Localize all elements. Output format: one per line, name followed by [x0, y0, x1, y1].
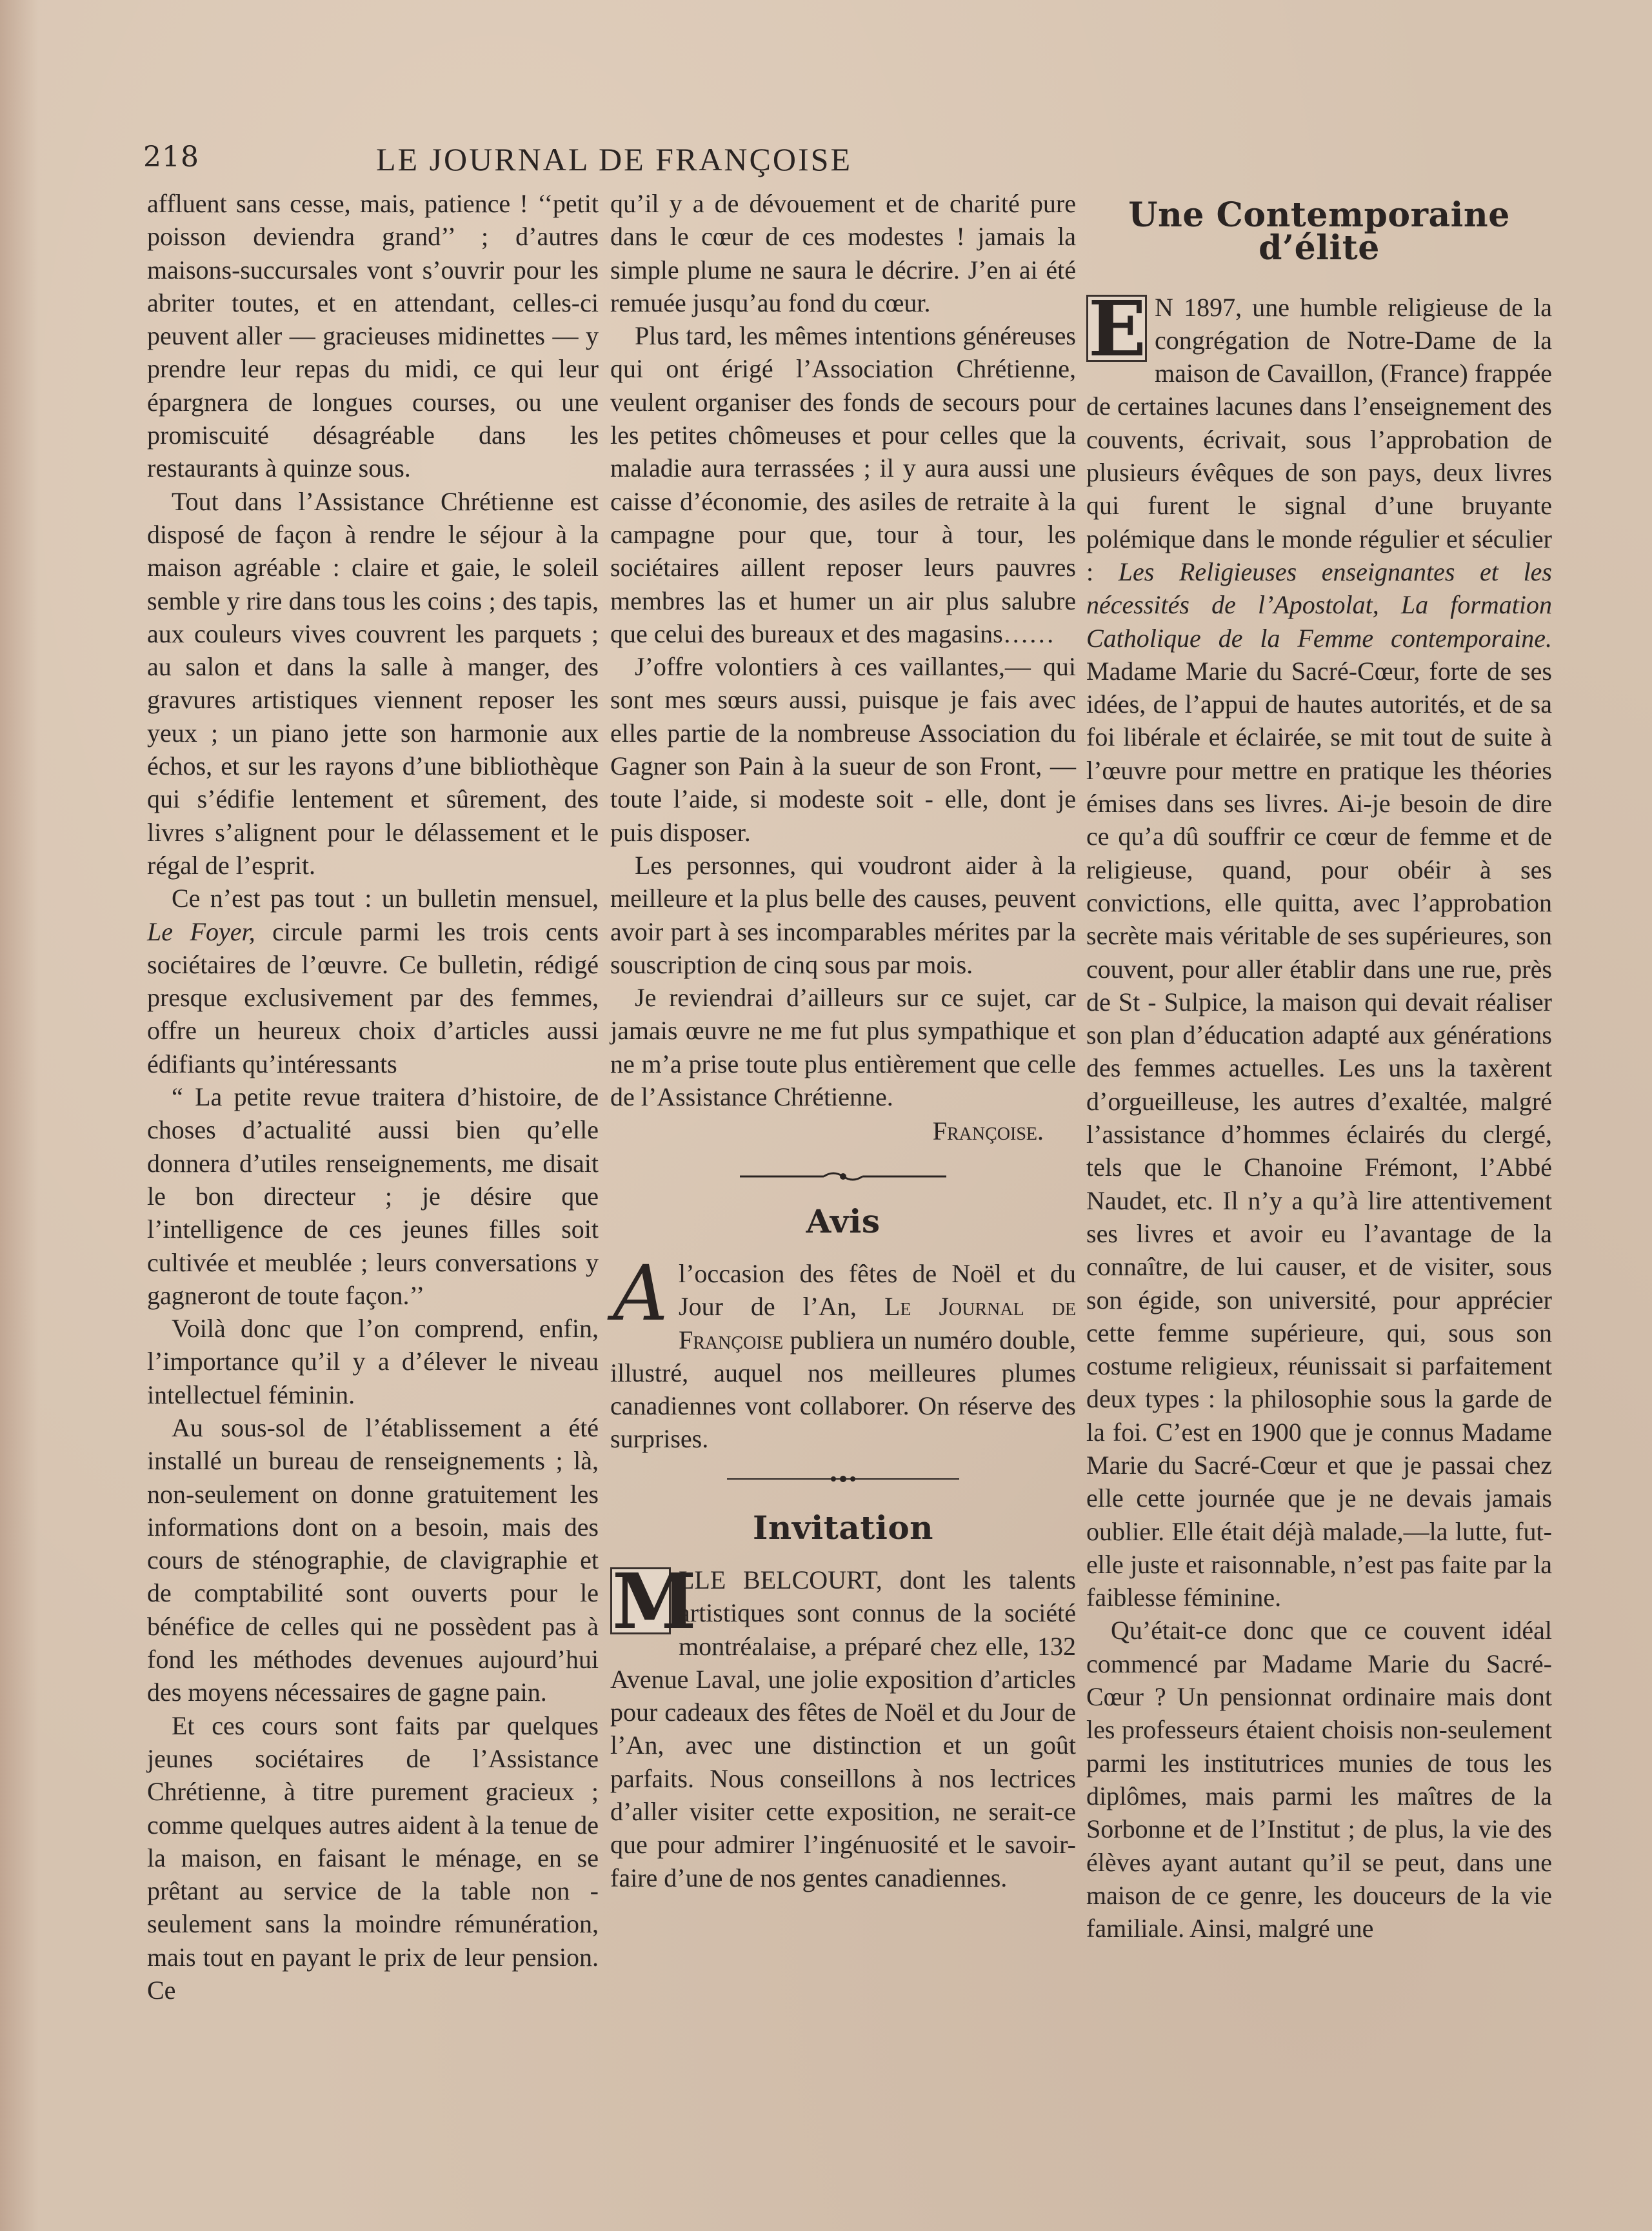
- text-run: LLE BELCOURT, dont les talents artistiques sont connus de la société montréalaise, a préparé chez elle, 132 Avenue Laval, une jolie exposition d’articles pour cadeaux des fêtes de Noël et du Jour de l’An, avec une distinction et un goût parfaits. Nous conseillons à nos lectrices d’aller visiter cette exposition, ne serait-ce que pour admirer l’ingénuosité et le savoir-faire d’une de nos gentes canadiennes.: [610, 1565, 1076, 1892]
- book-titles: Les Religieuses enseignantes et les nécessités de l’Apostolat, La formation Catholique de la Femme contemporaine.: [1086, 557, 1552, 653]
- paragraph: Plus tard, les mêmes intentions généreuses qui ont érigé l’Association Chrétienne, veulent organiser des fonds de secours pour les petites chômeuses et pour celles que la maladie aura terrassées ; il y aura aussi une caisse d’économie, des asiles de retraite à la campagne pour que, tour à tour, les sociétaires aillent reposer leurs pauvres membres las et humer un air plus salubre que celui des bureaux et des magasins……: [610, 321, 1076, 648]
- paragraph: [1086, 283, 1552, 1614]
- bulletin-title: Le Foyer,: [147, 917, 255, 946]
- paragraph: Voilà donc que l’on comprend, enfin, l’importance qu’il y a d’élever le niveau intellectuel féminin.: [147, 1314, 599, 1409]
- paragraph: Tout dans l’Assistance Chrétienne est disposé de façon à rendre le séjour à la maison agréable : claire et gaie, le soleil semble y rire dans tous les coins ; des tapis, aux couleurs vives couvrent les parquets ; au salon et dans la salle à manger, des gravures artistiques viennent reposer les yeux ; un piano jette son harmonie aux échos, et sur les rayons d’une bibliothèque qui s’édifie lentement et sûrement, des livres s’alignent pour le délassement et le régal de l’esprit.: [147, 486, 599, 880]
- avis-paragraph: [610, 1248, 1077, 1456]
- text-run: l’occasion des fêtes de Noël et du Jour de l’An,: [679, 1258, 1076, 1322]
- paragraph: Les personnes, qui voudront aider à la meilleure et la plus belle des causes, peuvent avoir part à ses incomparables mérites par la souscription de cinq sous par mois.: [610, 850, 1076, 979]
- ornament-divider: [721, 1472, 966, 1485]
- journal-name: Le Journal de Françoise: [679, 1292, 1077, 1354]
- text-run: N 1897, une humble religieuse de la congrégation de Notre-Dame de la maison de Cavaillon, (France) frappée de certaines lacunes dans l’enseignement des couvents, écrivait, sous l’approbation de plusieurs évêques de son pays, deux livres qui furent le signal d’une bruyante polémique dans le monde régulier et séculier :: [1086, 292, 1552, 586]
- paragraph: Et ces cours sont faits par quelques jeunes sociétaires de l’Assistance Chrétienne, à titre purement gracieux ; comme quelques autres aident à la tenue de la maison, en faisant le ménage, en se prêtant au service de la table non - seulement sans la moindre rémunération, mais tout en payant le prix de leur pension. Ce: [147, 1710, 599, 2005]
- paragraph: [147, 882, 599, 1080]
- text-run: Ce n’est pas tout : un bulletin mensuel,: [172, 884, 599, 913]
- paragraph: Au sous-sol de l’établissement a été installé un bureau de renseignements ; là, non-seulement on donne gratuitement les informations dont on a besoin, mais des cours de sténographie, de clavigraphie et de comptabilité sont ouverts pour le bénéfice de celles qui ne possèdent pas à fond les méthodes devenues aujourd’hui des moyens nécessaires de gagne pain.: [147, 1413, 599, 1707]
- column-2: [610, 187, 1076, 1894]
- drop-cap: A: [613, 1248, 668, 1338]
- paragraph: qu’il y a de dévouement et de charité pure dans le cœur de ces modestes ! jamais la simple plume ne saura le décrire. J’en ai été remuée jusqu’au fond du cœur.: [610, 189, 1076, 317]
- invitation-title: Invitation: [752, 1508, 934, 1547]
- paragraph: “ La petite revue traitera d’histoire, de choses d’actualité aussi bien qu’elle donnera d’utiles renseignements, me disait le bon directeur ; je désire que l’intelligence de ces jeunes filles soit cultivée et meublée ; leurs conversations y gagneront de toute façon.’’: [147, 1082, 599, 1310]
- paragraph: J’offre volontiers à ces vaillantes,— qui sont mes sœurs aussi, puisque je fais avec elles partie de la nombreuse Association du Gagner son Pain à la sueur de son Front, — toute l’aide, si modeste soit - elle, dont je puis disposer.: [610, 652, 1076, 847]
- signature: Françoise.: [932, 1116, 1044, 1146]
- paragraph: affluent sans cesse, mais, patience ! ‘‘petit poisson deviendra grand’’ ; d’autres maisons-succursales vont s’ouvrir pour les abriter toutes, et en attendant, celles-ci peuvent aller — gracieuses midinettes — y prendre leur repas du midi, ce qui leur épargnera de longues courses, ou une promiscuité désagréable dans les restaurants à quinze sous.: [147, 189, 599, 483]
- invitation-paragraph: [610, 1556, 1076, 1894]
- ornament-divider: [733, 1170, 953, 1183]
- page-number: 218: [143, 141, 199, 174]
- column-3: [1086, 187, 1552, 1945]
- text-run: Madame Marie du Sacré-Cœur, forte de ses idées, de l’appui de hautes autorités, et de sa foi libérale et éclairée, se mit tout de suite à l’œuvre pour mettre en pratique les théories émises dans ses livres. Ai-je besoin de dire ce qu’a dû souffrir ce cœur de femme et de religieuse, quand, pour obéir à ses convictions, elle quitta, avec l’approbation secrète mais véritable de ses supérieures, son couvent, pour aller établir dans une rue, près de St - Sulpice, la maison qui devait réaliser son plan d’éducation adapté aux générations des femmes actuelles. Les uns la taxèrent d’orgueilleuse, les autres d’exaltée, malgré l’assistance d’hommes éclairés du clergé, tels que le Chanoine Frémont, l’Abbé Naudet, etc. Il n’y a qu’à lire attentivement ses livres et avoir eu l’avantage de la connaître, de lui causer, et de visiter, sous son égide, son université, pour apprécier cette femme supérieure, qui, sous son costume religieux, réunissait si parfaitement deux types : la philosophie sous la garde de la foi. C’est en 1900 que je connus Madame Marie du Sacré-Cœur et que je passai chez elle cette journée que je ne devais jamais oublier. Elle était déjà malade,—la lutte, fut-elle juste et raisonnable, n’est pas faite par la faiblesse féminine.: [1086, 656, 1552, 1612]
- article-title: Une Contemporaine d’élite: [1128, 195, 1510, 268]
- text-run: publiera un numéro double, illustré, auquel nos meilleures plumes canadiennes vont collaborer. On réserve des surprises.: [610, 1325, 1076, 1454]
- avis-title: Avis: [806, 1202, 881, 1240]
- text-run: circule parmi les trois cents sociétaires de l’œuvre. Ce bulletin, rédigé presque exclusivement par des femmes, offre un heureux choix d’articles aussi édifiants qu’intéressants: [147, 917, 599, 1078]
- drop-cap: M: [610, 1567, 671, 1634]
- column-1: [147, 187, 599, 2007]
- drop-cap: E: [1086, 295, 1147, 362]
- page-edge-stain: [0, 0, 39, 2231]
- page-header: [143, 141, 1085, 186]
- paragraph: Qu’était-ce donc que ce couvent idéal commencé par Madame Marie du Sacré-Cœur ? Un pensionnat ordinaire mais dont les professeurs étaient choisis non-seulement parmi les institutrices munies de tous les diplômes, mais parmi les maîtres de la Sorbonne et de l’Institut ; de plus, la vie des élèves ayant autant qu’il se peut, dans une maison de ce genre, les douceurs de la vie familiale. Ainsi, malgré une: [1086, 1616, 1552, 1943]
- paragraph: Je reviendrai d’ailleurs sur ce sujet, car jamais œuvre ne me fut plus sympathique et ne m’a prise toute plus entièrement que celle de l’Assistance Chrétienne.: [610, 983, 1076, 1112]
- running-title: LE JOURNAL DE FRANÇOISE: [376, 141, 852, 177]
